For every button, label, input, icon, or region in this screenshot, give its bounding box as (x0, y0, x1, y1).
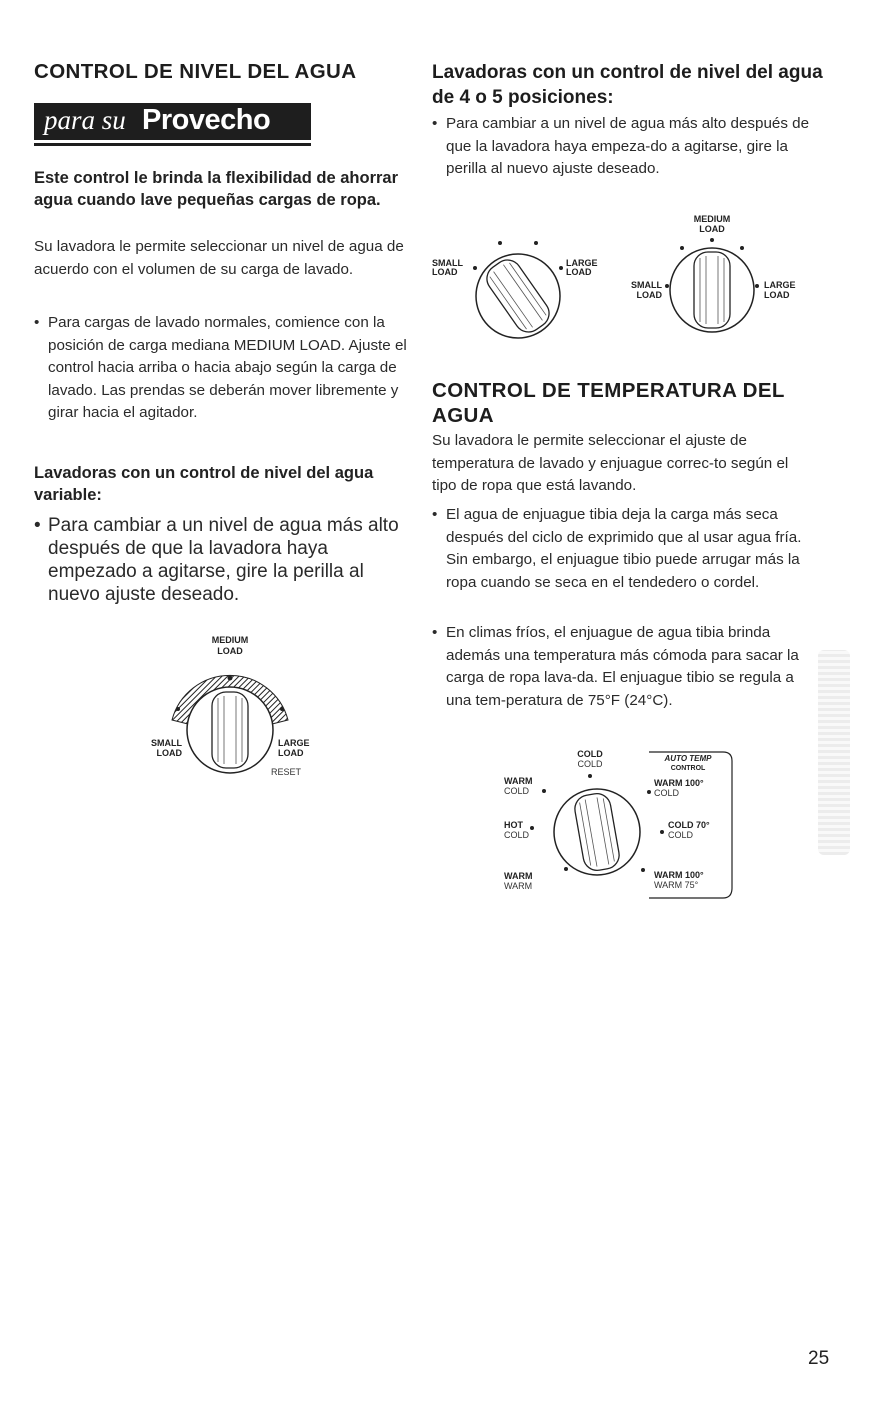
intro-bold: Este control le brinda la flexibilidad de ahorrar agua cuando lave pequeñas cargas de ropa. (34, 169, 399, 209)
auto-b-label-2: COLD (668, 830, 694, 840)
dial-medium-label-1: MEDIUM (211, 635, 249, 645)
temperature-intro: Su lavadora le permite seleccionar el ajuste de temperatura de lavado y enjuague correc-to según el tipo de ropa que está lavando. (432, 432, 789, 494)
dial-b-small-label-2: LOAD (636, 290, 662, 300)
dial-large-label-2: LOAD (278, 748, 304, 758)
bullet-normal-loads: • Para cargas de lavado normales, comience con la posición de carga mediana MEDIUM LOAD. Ajuste el control hacia arriba o hacia abajo según la carga de lavado. Las prendas se deberán mover libremente y girar hacia el agitador. (34, 314, 407, 421)
banner-script: para su (44, 105, 126, 135)
four-position-dial (428, 228, 608, 348)
temp-warm-warm-label-1: WARM (504, 871, 533, 881)
dial-b-medium-label-2: LOAD (699, 224, 725, 234)
temperature-heading: CONTROL DE TEMPERATURA DEL AGUA (432, 379, 785, 427)
multi-position-subheading: Lavadoras con un control de nivel del agua de 4 o 5 posiciones: (432, 62, 823, 108)
dial-a-large-label-1: LARGE (566, 258, 598, 268)
dial-a-small-label-2: LOAD (432, 267, 458, 277)
temp-warm-warm-label-2: WARM (504, 881, 533, 891)
auto-a-label-2: COLD (654, 788, 680, 798)
variable-level-dial (151, 630, 320, 785)
scan-artifact (818, 650, 850, 855)
dial-large-label-1: LARGE (278, 738, 310, 748)
dial-knob (187, 687, 273, 773)
para-su-provecho-banner (34, 103, 314, 147)
auto-temp-label-2: CONTROL (670, 765, 706, 772)
dial-b-medium-label-1: MEDIUM (693, 214, 731, 224)
temp-warm-cold-label-1: WARM (504, 776, 533, 786)
dial-a-large-label-2: LOAD (566, 267, 592, 277)
bullet-variable-change: • Para cambiar a un nivel de agua más alto después de que la lavadora haya empezado a agitarse, gire la perilla al nuevo ajuste deseado. (34, 515, 399, 605)
dial-medium-label-2: LOAD (217, 646, 243, 656)
page-number: 25 (808, 1348, 830, 1369)
temp-hot-cold-label-2: COLD (504, 830, 530, 840)
auto-c-label-1: WARM 100° (654, 870, 704, 880)
bullet-warm-rinse: • El agua de enjuague tibia deja la carga más seca después del ciclo de exprimido que al usar agua fría. Sin embargo, el enjuague tibio puede arrugar más la ropa cuando se seca en el tendedero o cordel. (432, 506, 802, 591)
temp-cold-label-2: COLD (577, 759, 603, 769)
dial-b-large-label-1: LARGE (764, 280, 796, 290)
dial-knob (476, 254, 560, 338)
banner-brand: Provecho (142, 104, 271, 136)
temp-hot-cold-label-1: HOT (504, 820, 523, 830)
auto-c-label-2: WARM 75° (654, 880, 699, 890)
auto-b-label-1: COLD 70° (668, 820, 710, 830)
dial-small-label-2: LOAD (156, 748, 182, 758)
temp-warm-cold-label-2: COLD (504, 786, 530, 796)
temp-cold-label-1: COLD (577, 749, 603, 759)
five-position-dial (612, 210, 812, 340)
dial-reset-label: RESET (271, 767, 302, 777)
dial-b-large-label-2: LOAD (764, 290, 790, 300)
dial-knob (554, 789, 640, 875)
water-level-heading: CONTROL DE NIVEL DEL AGUA (34, 60, 357, 83)
auto-a-label-1: WARM 100° (654, 778, 704, 788)
bullet-multi-position: • Para cambiar a un nivel de agua más alto después de que la lavadora haya empeza-do a agitarse, gire la perilla al nuevo ajuste deseado. (432, 115, 810, 177)
dial-small-label-1: SMALL (151, 738, 182, 748)
bullet-cold-climates: • En climas fríos, el enjuague de agua tibia brinda además una temperatura más cómoda para sacar la carga de ropa lava-da. El enjuague tibio se regula a una tem-peratura de 75°F (24°C). (432, 624, 799, 709)
dial-b-small-label-1: SMALL (631, 280, 662, 290)
intro-text: Su lavadora le permite seleccionar un nivel de agua de acuerdo con el volumen de su carga de lavado. (34, 238, 404, 278)
auto-temp-label-1: AUTO TEMP (664, 754, 712, 763)
dial-knob (670, 248, 754, 332)
dial-a-small-label-1: SMALL (432, 258, 463, 268)
temperature-dial (498, 744, 738, 904)
variable-control-subheading: Lavadoras con un control de nivel del agua variable: (34, 464, 374, 504)
